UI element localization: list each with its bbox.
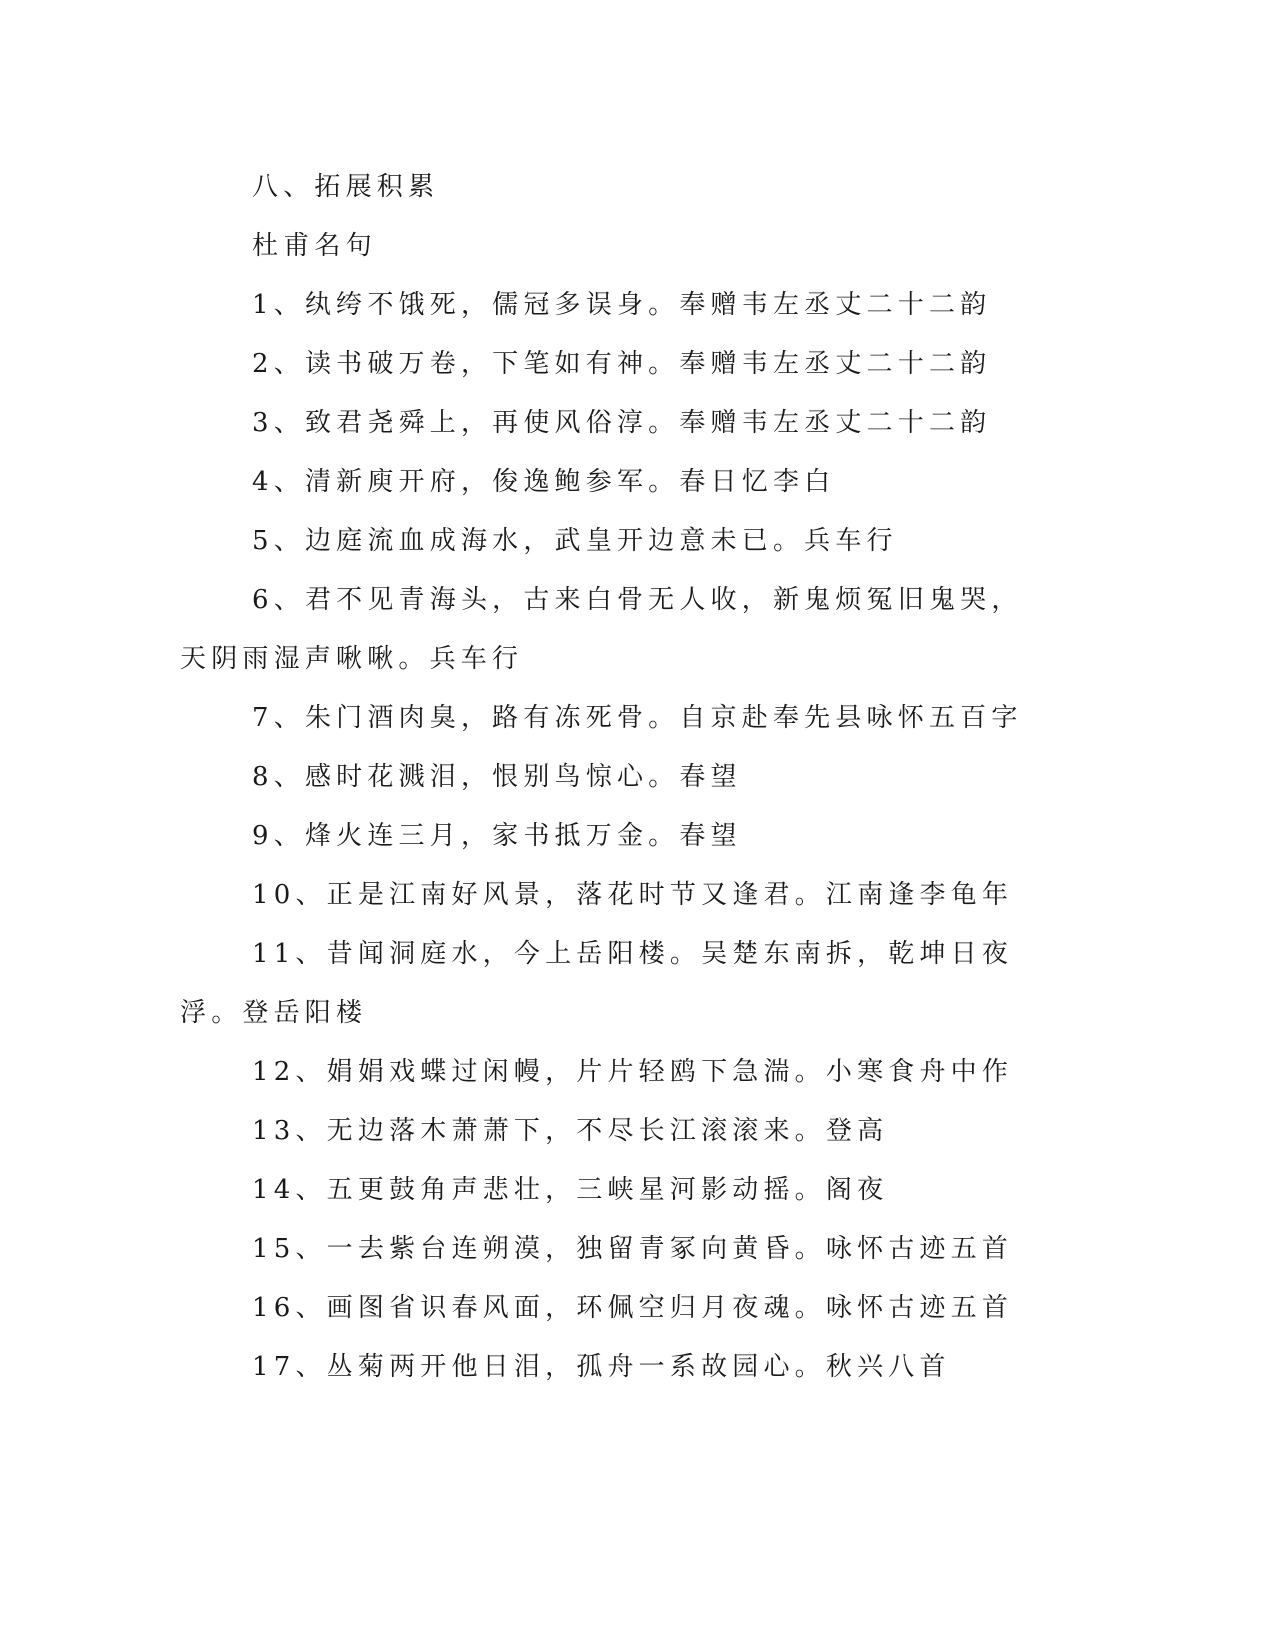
quote-item: 9、烽火连三月，家书抵万金。春望 [252,821,742,851]
quote-item: 10、正是江南好风景，落花时节又逢君。江南逢李龟年 [252,880,1014,910]
quote-item: 8、感时花溅泪，恨别鸟惊心。春望 [252,762,742,792]
quote-item: 16、画图省识春风面，环佩空归月夜魂。咏怀古迹五首 [252,1293,1014,1323]
quote-item: 14、五更鼓角声悲壮，三峡星河影动摇。阁夜 [252,1175,889,1205]
quote-item: 15、一去紫台连朔漠，独留青冢向黄昏。咏怀古迹五首 [252,1234,1014,1264]
quote-item: 12、娟娟戏蝶过闲幔，片片轻鸥下急湍。小寒食舟中作 [252,1057,1014,1087]
quote-item: 11、昔闻洞庭水，今上岳阳楼。吴楚东南拆，乾坤日夜浮。登岳阳楼 [180,939,1014,1028]
quote-item: 4、清新庾开府，俊逸鲍参军。春日忆李白 [252,467,836,497]
quote-item: 1、纨绔不饿死，儒冠多误身。奉赠韦左丞丈二十二韵 [252,290,992,320]
quote-item: 3、致君尧舜上，再使风俗淳。奉赠韦左丞丈二十二韵 [252,408,992,438]
section-heading: 八、拓展积累 [252,172,440,202]
text-block [180,158,1040,1397]
subheading: 杜甫名句 [252,231,377,261]
quote-item: 17、丛菊两开他日泪，孤舟一系故园心。秋兴八首 [252,1352,951,1382]
quote-item: 6、君不见青海头，古来白骨无人收，新鬼烦冤旧鬼哭，天阴雨湿声啾啾。兵车行 [180,585,1023,674]
quote-item: 5、边庭流血成海水，武皇开边意未已。兵车行 [252,526,898,556]
quote-item: 7、朱门酒肉臭，路有冻死骨。自京赴奉先县咏怀五百字 [252,703,1023,733]
quote-item: 13、无边落木萧萧下，不尽长江滚滚来。登高 [252,1116,889,1146]
quote-item: 2、读书破万卷，下笔如有神。奉赠韦左丞丈二十二韵 [252,349,992,379]
